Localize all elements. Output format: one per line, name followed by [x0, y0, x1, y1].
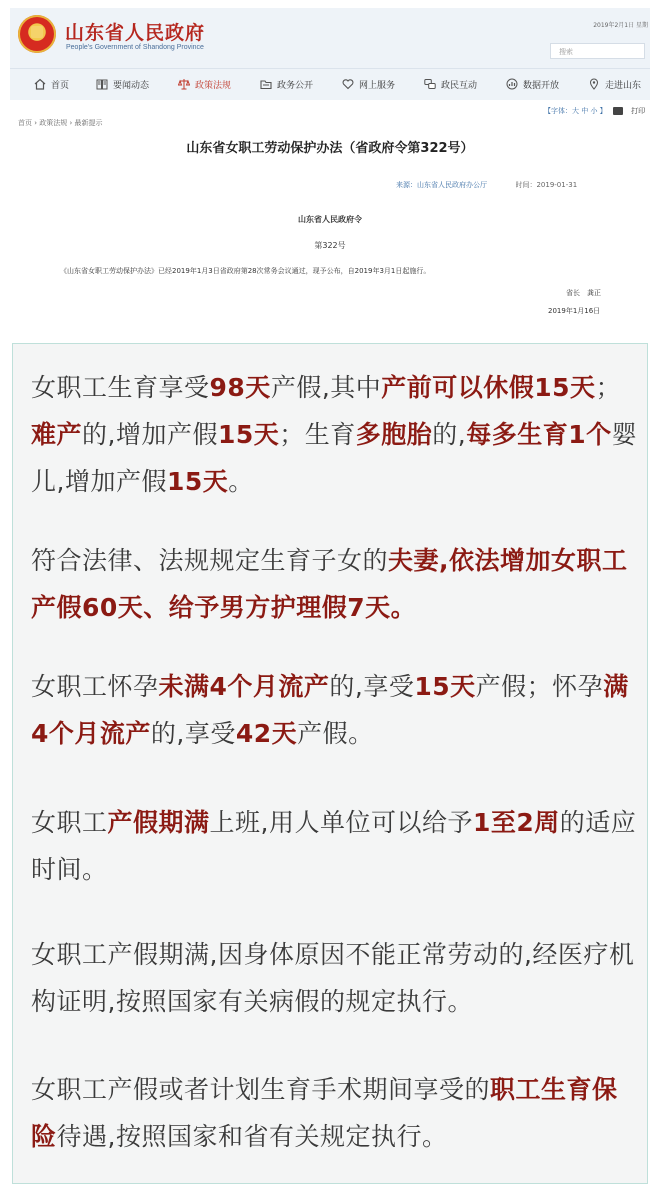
heart-icon — [342, 78, 354, 90]
article-meta — [396, 180, 577, 190]
body-text: 婴儿,增加产假 — [31, 420, 638, 496]
page-title: 山东省女职工劳动保护办法（省政府令第322号） — [186, 141, 474, 156]
nav-home[interactable] — [34, 75, 69, 93]
body-text: 上班,用人单位可以给予 — [209, 808, 473, 837]
highlight-text: 职工生育保险 — [31, 1075, 618, 1151]
body-text: ； — [595, 373, 622, 402]
printer-icon[interactable] — [613, 107, 623, 115]
scale-icon — [178, 78, 190, 90]
site-name[interactable]: 山东省人民政府 — [65, 22, 206, 44]
summary-panel — [12, 343, 648, 1184]
body-text: ；生育 — [279, 420, 356, 449]
summary-paragraph — [31, 663, 641, 757]
body-text: 产假,其中 — [270, 373, 382, 402]
search-input[interactable]: 搜索 — [550, 43, 645, 59]
body-text: 的适应时间。 — [31, 808, 637, 884]
highlight-text: 1至2周 — [472, 808, 560, 837]
print-button[interactable]: 打印 — [631, 107, 646, 115]
breadcrumb[interactable]: 首页 › 政策法规 › 最新提示 — [18, 119, 103, 127]
body-text: 的,享受 — [150, 719, 236, 748]
highlight-text: 15天 — [414, 672, 476, 701]
site-header — [10, 8, 650, 100]
highlight-text: 难产 — [31, 420, 83, 449]
body-text: 符合法律、法规规定生育子女的 — [31, 546, 389, 575]
body-text: 的,增加产假 — [82, 420, 218, 449]
summary-paragraph — [31, 799, 641, 893]
highlight-text: 15天 — [166, 467, 229, 496]
body-text: 待遇,按照国家和省有关规定执行。 — [56, 1122, 448, 1151]
sign-date: 2019年1月16日 — [548, 307, 601, 315]
nav-open-gov[interactable] — [260, 75, 313, 93]
summary-paragraph — [31, 1066, 641, 1160]
nav-label: 首页 — [51, 80, 70, 91]
highlight-text: 每多生育1个 — [466, 420, 612, 449]
nav-policy[interactable] — [178, 75, 231, 93]
article-source[interactable]: 来源：山东省人民政府办公厅 — [396, 181, 487, 189]
summary-paragraph — [31, 931, 641, 1025]
highlight-text: 多胞胎 — [355, 420, 433, 449]
body-text: 女职工产假期满,因身体原因不能正常劳动的,经医疗机构证明,按照国家有关病假的规定执行。 — [31, 940, 635, 1016]
highlight-text: 98天 — [209, 373, 271, 402]
body-text: 女职工 — [31, 808, 108, 837]
nav-news[interactable] — [96, 75, 149, 93]
nav-label: 政策法规 — [195, 80, 232, 91]
nav-label: 数据开放 — [523, 80, 560, 91]
book-icon — [96, 78, 108, 90]
body-text: 产假；怀孕 — [475, 672, 604, 701]
chat-icon — [424, 78, 436, 90]
highlight-text: 42天 — [235, 719, 298, 748]
body-text: 。 — [228, 467, 254, 496]
body-text: 女职工生育享受 — [31, 373, 210, 402]
highlight-text: 未满4个月流产 — [158, 672, 330, 701]
decree-issuer: 山东省人民政府令 — [298, 215, 362, 224]
highlight-text: 产前可以休假15天 — [381, 373, 596, 402]
site-subtitle: People's Government of Shandong Province — [66, 44, 204, 51]
data-icon — [506, 78, 518, 90]
article-body: 《山东省女职工劳动保护办法》已经2019年1月3日省政府第28次常务会议通过，现予公布，自2019年3月1日起施行。 — [60, 267, 431, 275]
body-text: 的,享受 — [329, 672, 415, 701]
nav-service[interactable] — [342, 75, 395, 93]
summary-paragraph — [31, 537, 641, 631]
signer: 省长 龚正 — [566, 289, 601, 297]
font-size-switcher[interactable]: 【字体：大 中 小 】 — [544, 107, 607, 115]
nav-label: 要闻动态 — [113, 80, 150, 91]
nav-interaction[interactable] — [424, 75, 477, 93]
main-nav — [10, 68, 650, 99]
home-icon — [34, 78, 46, 90]
highlight-text: 满4个月流产 — [31, 672, 629, 748]
body-text: 产假。 — [297, 719, 374, 748]
national-emblem-icon — [18, 15, 56, 53]
highlight-text: 15天 — [217, 420, 280, 449]
header-date: 2019年2月1日 星期 — [593, 22, 648, 29]
body-text: 女职工怀孕 — [31, 672, 159, 701]
summary-paragraph — [31, 364, 641, 505]
nav-open-data[interactable] — [506, 75, 559, 93]
folder-icon — [260, 78, 272, 90]
article-time: 时间：2019-01-31 — [515, 181, 578, 189]
nav-about-shandong[interactable] — [588, 75, 641, 93]
nav-label: 政民互动 — [441, 80, 478, 91]
decree-number: 第322号 — [314, 241, 346, 250]
article-tools — [544, 106, 645, 116]
nav-label: 走进山东 — [605, 80, 642, 91]
body-text: 的, — [432, 420, 467, 449]
nav-label: 政务公开 — [277, 80, 314, 91]
location-icon — [588, 78, 600, 90]
highlight-text: 产假期满 — [107, 808, 210, 837]
nav-label: 网上服务 — [359, 80, 396, 91]
body-text: 女职工产假或者计划生育手术期间享受的 — [31, 1075, 491, 1104]
highlight-text: 夫妻,依法增加女职工产假60天、给予男方护理假7天。 — [31, 546, 628, 622]
